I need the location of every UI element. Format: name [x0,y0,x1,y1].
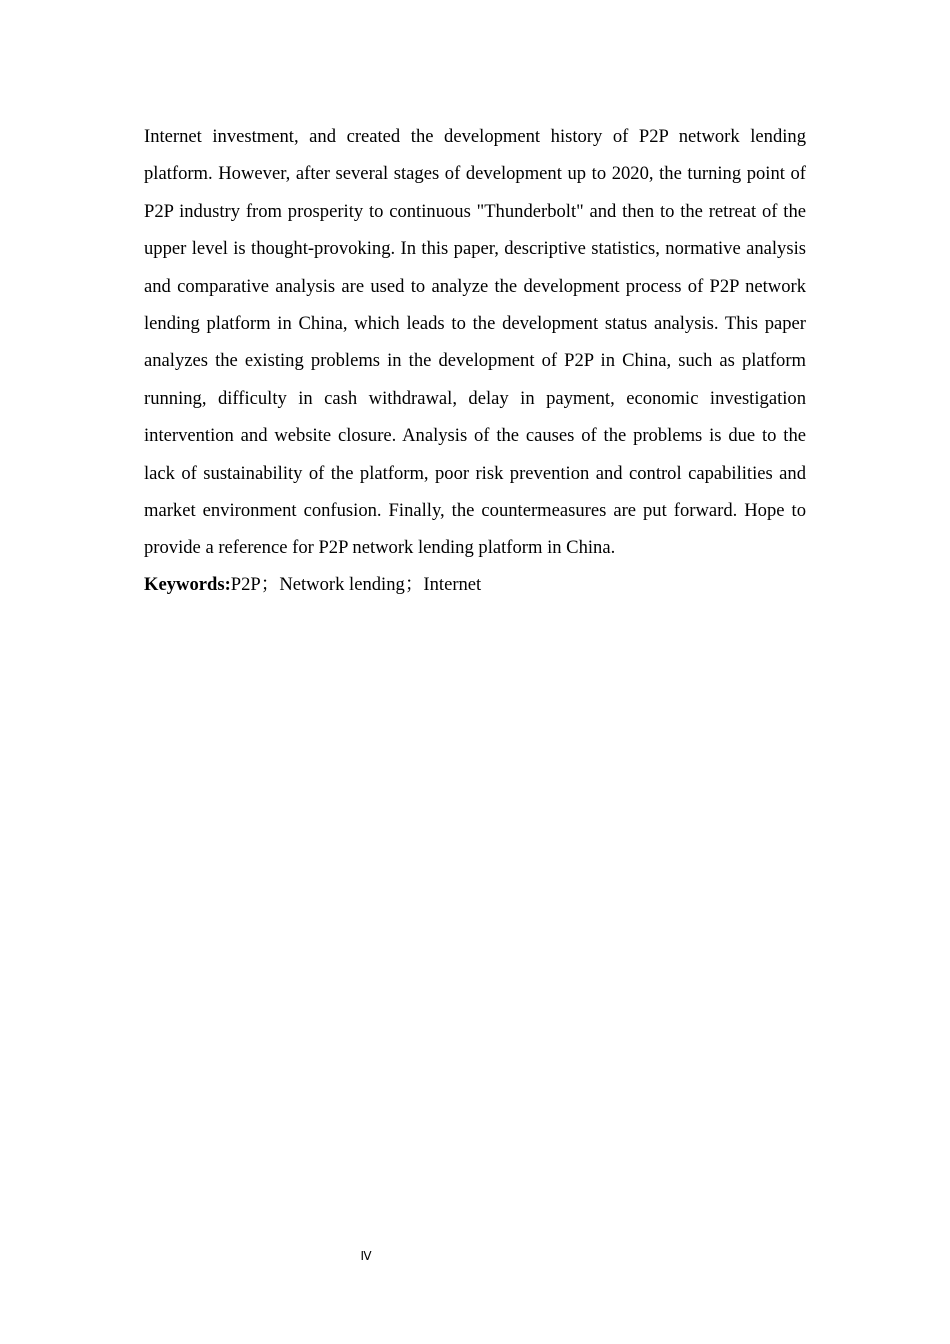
keywords-line [144,567,806,603]
keywords-label: Keywords: [144,574,231,595]
abstract-paragraph: Internet investment, and created the development history of P2P network lending platform. However, after several stages of development up to 2020, the turning point of P2P industry from prosperity to continuous "Thunderbolt" and then to the retreat of the upper level is thought-provoking. In this paper, descriptive statistics, normative analysis and comparative analysis are used to analyze the development process of P2P network lending platform in China, which leads to the development status analysis. This paper analyzes the existing problems in the development of P2P in China, such as platform running, difficulty in cash withdrawal, delay in payment, economic investigation intervention and website closure. Analysis of the causes of the problems is due to the lack of sustainability of the platform, poor risk prevention and control capabilities and market environment confusion. Finally, the countermeasures are put forward. Hope to provide a reference for P2P network lending platform in China. [144,126,806,559]
keywords-value: P2P；Network lending；Internet [230,574,482,595]
page-number: Ⅳ [360,1249,372,1263]
